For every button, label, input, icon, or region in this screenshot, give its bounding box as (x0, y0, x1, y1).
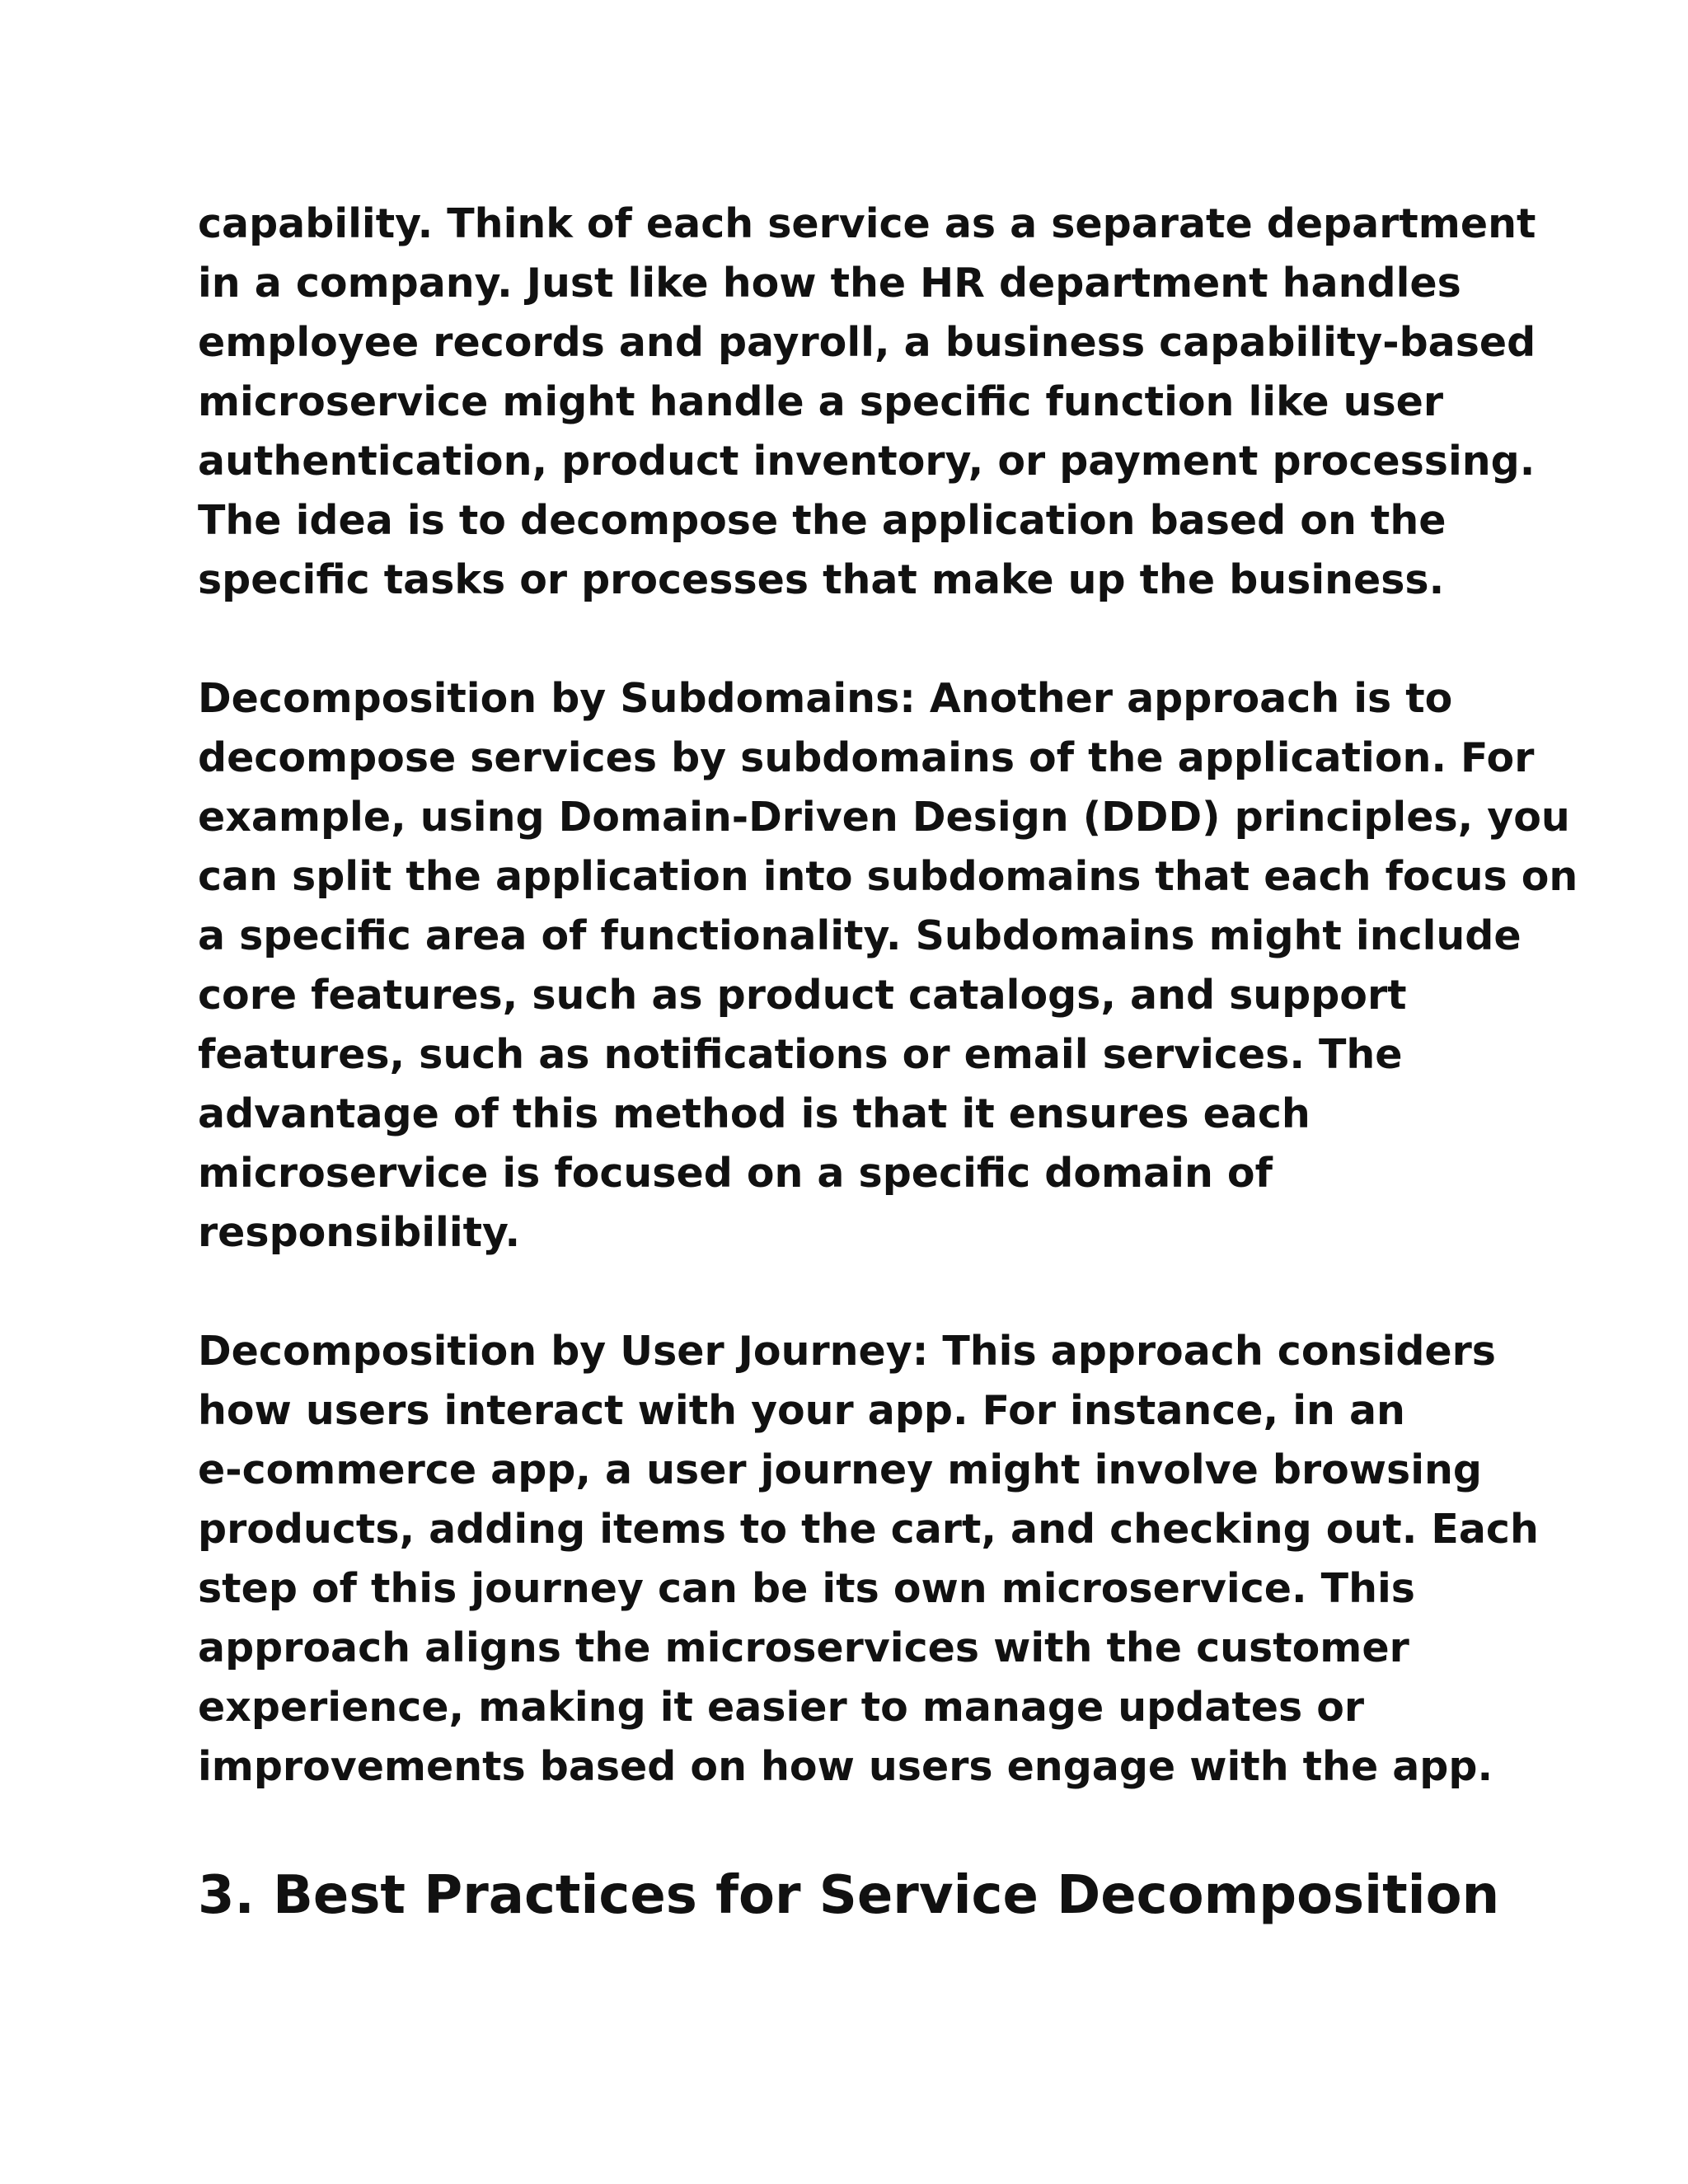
text-line: employee records and payroll, a business capability-based (198, 319, 1536, 366)
section-heading: 3. Best Practices for Service Decomposition (198, 1865, 1500, 1926)
paragraph-spacer (198, 610, 1517, 669)
text-line: experience, making it easier to manage updates or (198, 1684, 1365, 1731)
text-line: e-commerce app, a user journey might involve browsing (198, 1446, 1482, 1493)
paragraph-subdomains (198, 669, 1578, 1263)
text-line: features, such as notifications or email services. The (198, 1031, 1403, 1078)
text-line: The idea is to decompose the application based on the (198, 497, 1447, 544)
paragraph-spacer (198, 1263, 1517, 1322)
paragraph-user-journey (198, 1322, 1539, 1797)
text-line: improvements based on how users engage with the app. (198, 1743, 1493, 1790)
text-line: microservice is focused on a specific domain of (198, 1150, 1273, 1197)
text-line: example, using Domain-Driven Design (DDD) principles, you (198, 794, 1570, 841)
text-line: responsibility. (198, 1209, 521, 1256)
text-line: how users interact with your app. For instance, in an (198, 1387, 1405, 1434)
text-line: can split the application into subdomains that each focus on (198, 853, 1578, 900)
text-line: advantage of this method is that it ensures each (198, 1090, 1311, 1137)
text-line: specific tasks or processes that make up the business. (198, 556, 1445, 603)
text-line: a specific area of functionality. Subdomains might include (198, 912, 1522, 959)
text-line: in a company. Just like how the HR department handles (198, 260, 1461, 307)
text-line: products, adding items to the cart, and checking out. Each (198, 1506, 1539, 1553)
text-line: microservice might handle a specific function like user (198, 378, 1444, 425)
text-line: Decomposition by Subdomains: Another approach is to (198, 675, 1453, 722)
text-line: capability. Think of each service as a separate department (198, 200, 1536, 247)
text-line: approach aligns the microservices with the customer (198, 1624, 1409, 1671)
text-line: authentication, product inventory, or payment processing. (198, 438, 1536, 485)
document-content (198, 194, 1578, 1929)
paragraph-business-capability (198, 194, 1536, 610)
text-line: step of this journey can be its own microservice. This (198, 1565, 1415, 1612)
text-line: core features, such as product catalogs, and support (198, 972, 1407, 1019)
text-line: decompose services by subdomains of the application. For (198, 734, 1535, 781)
text-line: Decomposition by User Journey: This approach considers (198, 1328, 1496, 1375)
